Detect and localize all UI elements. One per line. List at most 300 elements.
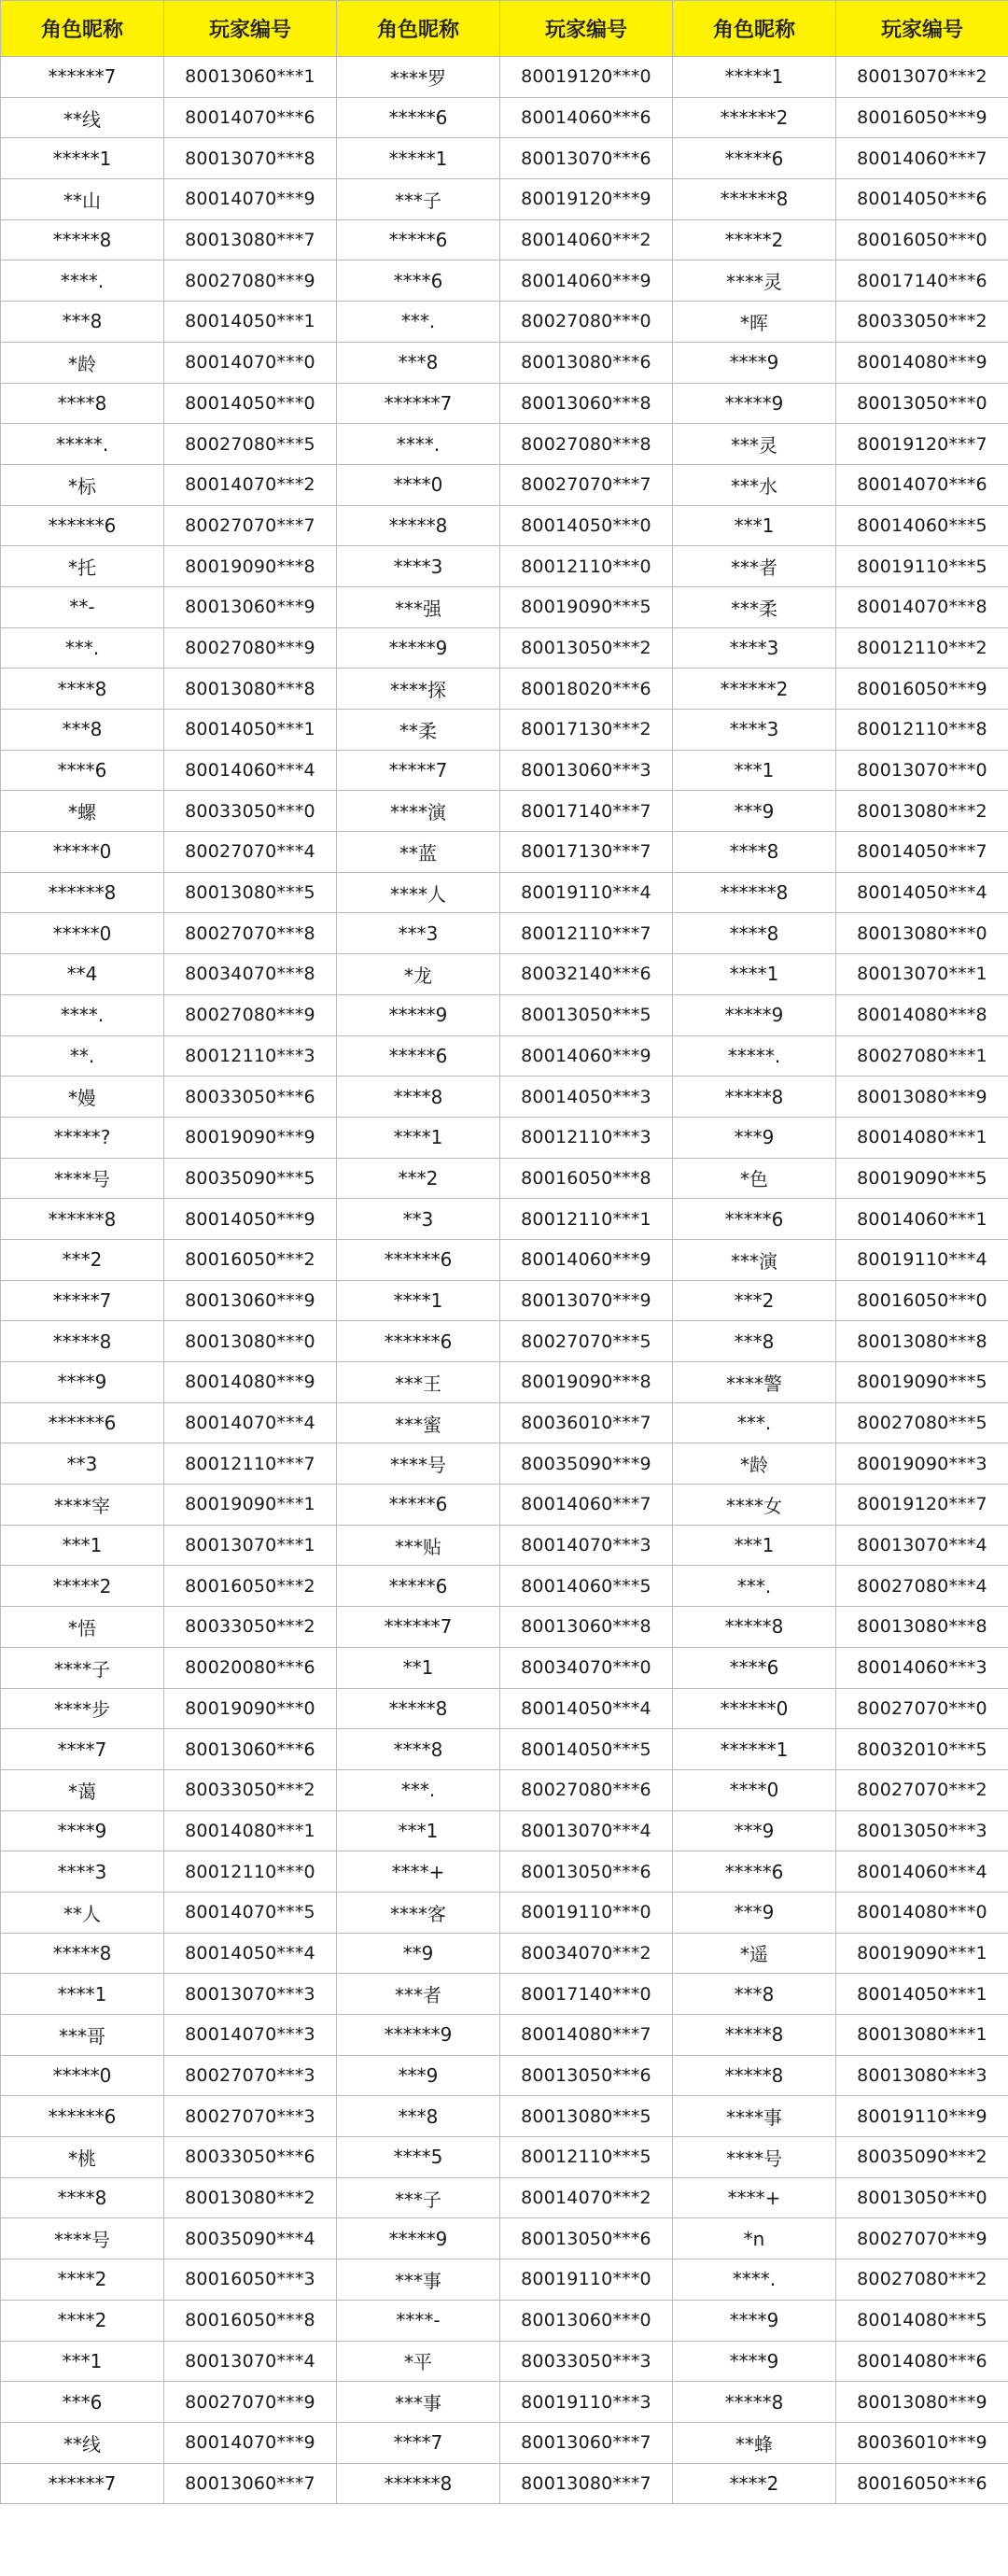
role-nickname-cell: *****8: [673, 1077, 836, 1118]
table-row: [1, 2177, 1008, 2218]
table-row: [1, 2463, 1008, 2504]
player-id-cell: 80014080***1: [164, 1810, 337, 1851]
player-id-cell: 80019110***4: [836, 1239, 1008, 1280]
role-nickname-cell: ******7: [337, 383, 500, 424]
player-id-cell: 80034070***2: [500, 1933, 673, 1974]
role-nickname-cell: *嫚: [1, 1077, 164, 1118]
player-id-cell: 80019110***9: [836, 2096, 1008, 2137]
role-nickname-cell: ******8: [337, 2463, 500, 2504]
table-row: [1, 1810, 1008, 1851]
player-id-cell: 80036010***9: [836, 2422, 1008, 2463]
player-id-cell: 80016050***9: [836, 669, 1008, 710]
player-id-cell: 80013050***2: [500, 627, 673, 669]
player-id-cell: 80017130***2: [500, 710, 673, 751]
role-nickname-cell: ****1: [673, 954, 836, 995]
player-id-cell: 80027080***5: [164, 424, 337, 465]
role-nickname-cell: ****女: [673, 1485, 836, 1526]
role-nickname-cell: **蓝: [337, 832, 500, 873]
role-nickname-cell: ***子: [337, 179, 500, 220]
table-row: [1, 1892, 1008, 1933]
player-id-cell: 80033050***3: [500, 2341, 673, 2382]
player-id-cell: 80012110***1: [500, 1199, 673, 1240]
role-nickname-cell: ****+: [337, 1851, 500, 1893]
player-id-cell: 80014080***6: [836, 2341, 1008, 2382]
role-nickname-cell: ***事: [337, 2382, 500, 2423]
table-row: [1, 57, 1008, 98]
role-nickname-cell: *****6: [337, 1485, 500, 1526]
table-row: [1, 1607, 1008, 1648]
role-nickname-cell: ****9: [1, 1362, 164, 1403]
role-nickname-cell: **人: [1, 1892, 164, 1933]
role-nickname-cell: ***.: [673, 1402, 836, 1443]
table-row: [1, 219, 1008, 260]
role-nickname-cell: ******2: [673, 669, 836, 710]
player-id-cell: 80013080***2: [164, 2177, 337, 2218]
player-id-cell: 80019090***9: [164, 1117, 337, 1158]
role-nickname-cell: ****8: [1, 669, 164, 710]
role-nickname-cell: ***哥: [1, 2015, 164, 2056]
role-nickname-cell: ***1: [1, 2341, 164, 2382]
role-nickname-cell: ***演: [673, 1239, 836, 1280]
role-nickname-cell: *****8: [1, 1933, 164, 1974]
player-id-cell: 80014070***5: [164, 1892, 337, 1933]
player-id-cell: 80027070***3: [164, 2055, 337, 2096]
player-id-cell: 80013080***8: [836, 1607, 1008, 1648]
header-role-nickname: 角色昵称: [673, 1, 836, 57]
role-nickname-cell: *****8: [337, 505, 500, 546]
table-row: [1, 1077, 1008, 1118]
player-id-cell: 80014070***2: [500, 2177, 673, 2218]
table-row: [1, 302, 1008, 343]
table-row: [1, 424, 1008, 465]
player-id-cell: 80014080***5: [836, 2300, 1008, 2341]
role-nickname-cell: *****0: [1, 2055, 164, 2096]
player-id-cell: 80033050***2: [164, 1607, 337, 1648]
player-id-cell: 80014060***2: [500, 219, 673, 260]
player-id-cell: 80019090***1: [164, 1485, 337, 1526]
role-nickname-cell: *****.: [673, 1035, 836, 1077]
player-id-cell: 80014050***1: [164, 302, 337, 343]
role-nickname-cell: *蔼: [1, 1769, 164, 1810]
player-id-cell: 80013060***6: [164, 1729, 337, 1770]
player-id-cell: 80019090***5: [836, 1362, 1008, 1403]
player-id-cell: 80032140***6: [500, 954, 673, 995]
table-row: [1, 1647, 1008, 1688]
role-nickname-cell: **9: [337, 1933, 500, 1974]
player-id-cell: 80014070***4: [164, 1402, 337, 1443]
role-nickname-cell: ****9: [673, 2300, 836, 2341]
player-id-cell: 80016050***9: [836, 97, 1008, 138]
role-nickname-cell: ****宰: [1, 1485, 164, 1526]
role-nickname-cell: *****8: [1, 219, 164, 260]
player-id-cell: 80027070***8: [164, 913, 337, 954]
role-nickname-cell: *龄: [673, 1443, 836, 1485]
table-row: [1, 710, 1008, 751]
header-role-nickname: 角色昵称: [1, 1, 164, 57]
player-id-cell: 80032010***5: [836, 1729, 1008, 1770]
player-id-cell: 80014080***0: [836, 1892, 1008, 1933]
player-id-cell: 80013080***2: [836, 791, 1008, 832]
table-body: [1, 57, 1008, 2504]
player-id-cell: 80017130***7: [500, 832, 673, 873]
player-id-cell: 80014070***2: [164, 464, 337, 505]
player-id-cell: 80014050***0: [164, 383, 337, 424]
role-nickname-cell: ***8: [337, 342, 500, 383]
table-row: [1, 1199, 1008, 1240]
table-row: [1, 138, 1008, 179]
player-id-cell: 80014060***4: [836, 1851, 1008, 1893]
player-id-cell: 80014050***3: [500, 1077, 673, 1118]
player-id-cell: 80019110***4: [500, 872, 673, 913]
player-id-cell: 80014080***8: [836, 994, 1008, 1035]
role-nickname-cell: **柔: [337, 710, 500, 751]
player-id-cell: 80012110***2: [836, 627, 1008, 669]
role-nickname-cell: ****1: [337, 1117, 500, 1158]
player-id-cell: 80019110***3: [500, 2382, 673, 2423]
role-nickname-cell: ******8: [673, 872, 836, 913]
table-row: [1, 1321, 1008, 1362]
role-nickname-cell: ****-: [337, 2300, 500, 2341]
table-row: [1, 2137, 1008, 2178]
player-id-cell: 80013080***3: [836, 2055, 1008, 2096]
role-nickname-cell: *桃: [1, 2137, 164, 2178]
player-id-cell: 80027070***5: [500, 1321, 673, 1362]
role-nickname-cell: **线: [1, 97, 164, 138]
player-id-cell: 80016050***2: [164, 1566, 337, 1607]
table-row: [1, 791, 1008, 832]
role-nickname-cell: ******7: [1, 57, 164, 98]
player-id-cell: 80013060***7: [164, 2463, 337, 2504]
header-player-id: 玩家编号: [500, 1, 673, 57]
table-row: [1, 669, 1008, 710]
player-id-cell: 80016050***8: [164, 2300, 337, 2341]
player-id-cell: 80014060***7: [836, 138, 1008, 179]
role-nickname-cell: ***9: [673, 1117, 836, 1158]
role-nickname-cell: *****9: [673, 994, 836, 1035]
player-id-cell: 80027070***4: [164, 832, 337, 873]
player-id-cell: 80027070***9: [836, 2218, 1008, 2259]
role-nickname-cell: ****.: [673, 2259, 836, 2301]
role-nickname-cell: ***强: [337, 586, 500, 627]
role-nickname-cell: ***子: [337, 2177, 500, 2218]
player-id-cell: 80014080***7: [500, 2015, 673, 2056]
player-id-cell: 80013050***0: [836, 2177, 1008, 2218]
table-row: [1, 546, 1008, 587]
table-row: [1, 97, 1008, 138]
player-id-cell: 80013070***1: [836, 954, 1008, 995]
role-nickname-cell: ***3: [337, 913, 500, 954]
player-id-cell: 80014070***3: [164, 2015, 337, 2056]
player-id-cell: 80014070***9: [164, 2422, 337, 2463]
role-nickname-cell: ***8: [337, 2096, 500, 2137]
player-id-cell: 80014070***6: [164, 97, 337, 138]
role-nickname-cell: ****8: [1, 2177, 164, 2218]
role-nickname-cell: ***9: [337, 2055, 500, 2096]
table-row: [1, 1485, 1008, 1526]
role-nickname-cell: *****6: [337, 219, 500, 260]
player-id-cell: 80017140***7: [500, 791, 673, 832]
player-id-cell: 80014060***6: [500, 97, 673, 138]
role-nickname-cell: ******1: [673, 1729, 836, 1770]
player-id-cell: 80014060***5: [500, 1566, 673, 1607]
player-id-cell: 80019110***0: [500, 2259, 673, 2301]
player-id-cell: 80017140***6: [836, 260, 1008, 302]
role-nickname-cell: *****2: [673, 219, 836, 260]
player-id-cell: 80013050***0: [836, 383, 1008, 424]
player-id-cell: 80035090***4: [164, 2218, 337, 2259]
role-nickname-cell: *晖: [673, 302, 836, 343]
player-id-cell: 80014080***9: [836, 342, 1008, 383]
player-id-cell: 80013080***9: [836, 2382, 1008, 2423]
role-nickname-cell: *n: [673, 2218, 836, 2259]
role-nickname-cell: ***8: [1, 302, 164, 343]
role-nickname-cell: *****6: [337, 1566, 500, 1607]
role-nickname-cell: *****6: [337, 97, 500, 138]
table-row: [1, 1729, 1008, 1770]
role-nickname-cell: ****罗: [337, 57, 500, 98]
player-id-cell: 80027080***4: [836, 1566, 1008, 1607]
player-id-cell: 80013070***1: [164, 1525, 337, 1566]
player-id-cell: 80016050***6: [836, 2463, 1008, 2504]
player-id-cell: 80019090***5: [836, 1158, 1008, 1199]
player-id-cell: 80018020***6: [500, 669, 673, 710]
role-nickname-cell: *****6: [673, 1199, 836, 1240]
table-row: [1, 832, 1008, 873]
role-nickname-cell: ****事: [673, 2096, 836, 2137]
player-id-cell: 80012110***7: [500, 913, 673, 954]
role-nickname-cell: ****7: [337, 2422, 500, 2463]
table-row: [1, 913, 1008, 954]
player-id-cell: 80012110***0: [500, 546, 673, 587]
player-id-cell: 80013060***9: [164, 586, 337, 627]
role-nickname-cell: ***水: [673, 464, 836, 505]
role-nickname-cell: *****8: [337, 1688, 500, 1729]
player-id-cell: 80013060***7: [500, 2422, 673, 2463]
player-id-cell: 80014050***5: [500, 1729, 673, 1770]
table-row: [1, 2096, 1008, 2137]
role-nickname-cell: ***蜜: [337, 1402, 500, 1443]
role-nickname-cell: *****6: [673, 138, 836, 179]
header-player-id: 玩家编号: [836, 1, 1008, 57]
player-id-cell: 80027070***0: [836, 1688, 1008, 1729]
role-nickname-cell: ****+: [673, 2177, 836, 2218]
table-row: [1, 1566, 1008, 1607]
role-nickname-cell: *标: [1, 464, 164, 505]
player-id-cell: 80014080***1: [836, 1117, 1008, 1158]
role-nickname-cell: *****?: [1, 1117, 164, 1158]
role-nickname-cell: ***6: [1, 2382, 164, 2423]
table-row: [1, 1280, 1008, 1321]
role-nickname-cell: ****子: [1, 1647, 164, 1688]
player-id-cell: 80019090***3: [836, 1443, 1008, 1485]
role-nickname-cell: ****2: [673, 2463, 836, 2504]
player-id-cell: 80013070***4: [500, 1810, 673, 1851]
table-row: [1, 179, 1008, 220]
table-row: [1, 2422, 1008, 2463]
role-nickname-cell: ****号: [1, 1158, 164, 1199]
role-nickname-cell: *****7: [337, 750, 500, 791]
role-nickname-cell: ****3: [1, 1851, 164, 1893]
table-row: [1, 260, 1008, 302]
role-nickname-cell: ****0: [337, 464, 500, 505]
role-nickname-cell: ******6: [337, 1321, 500, 1362]
player-id-cell: 80027080***5: [836, 1402, 1008, 1443]
role-nickname-cell: *****9: [337, 627, 500, 669]
role-nickname-cell: *****2: [1, 1566, 164, 1607]
player-id-cell: 80013080***5: [164, 872, 337, 913]
role-nickname-cell: ******9: [337, 2015, 500, 2056]
player-id-cell: 80013080***7: [164, 219, 337, 260]
player-id-cell: 80033050***6: [164, 1077, 337, 1118]
role-nickname-cell: ****演: [337, 791, 500, 832]
player-id-cell: 80013070***2: [836, 57, 1008, 98]
table-row: [1, 1851, 1008, 1893]
role-nickname-cell: **山: [1, 179, 164, 220]
table-row: [1, 2300, 1008, 2341]
player-id-cell: 80019090***8: [164, 546, 337, 587]
role-nickname-cell: ******6: [1, 505, 164, 546]
role-nickname-cell: *****.: [1, 424, 164, 465]
player-id-cell: 80014050***1: [164, 710, 337, 751]
player-id-cell: 80014060***1: [836, 1199, 1008, 1240]
player-id-cell: 80013070***4: [836, 1525, 1008, 1566]
role-nickname-cell: ***2: [337, 1158, 500, 1199]
player-id-cell: 80014060***5: [836, 505, 1008, 546]
table-row: [1, 1688, 1008, 1729]
player-id-cell: 80013050***6: [500, 2218, 673, 2259]
role-nickname-cell: *****7: [1, 1280, 164, 1321]
role-nickname-cell: *****1: [337, 138, 500, 179]
player-id-cell: 80013070***6: [500, 138, 673, 179]
role-nickname-cell: ****1: [1, 1974, 164, 2015]
role-nickname-cell: **线: [1, 2422, 164, 2463]
player-id-cell: 80013080***9: [836, 1077, 1008, 1118]
player-id-cell: 80035090***2: [836, 2137, 1008, 2178]
role-nickname-cell: *****9: [337, 2218, 500, 2259]
role-nickname-cell: **-: [1, 586, 164, 627]
role-nickname-cell: ****3: [337, 546, 500, 587]
role-nickname-cell: *****1: [1, 138, 164, 179]
player-id-cell: 80019090***0: [164, 1688, 337, 1729]
role-nickname-cell: ****9: [673, 2341, 836, 2382]
player-id-cell: 80013060***3: [500, 750, 673, 791]
player-id-cell: 80013050***6: [500, 1851, 673, 1893]
role-nickname-cell: ****3: [673, 627, 836, 669]
role-nickname-cell: ***2: [673, 1280, 836, 1321]
table-row: [1, 750, 1008, 791]
role-nickname-cell: ***8: [1, 710, 164, 751]
role-nickname-cell: *****9: [673, 383, 836, 424]
role-nickname-cell: *****6: [673, 1851, 836, 1893]
player-id-cell: 80014050***4: [836, 872, 1008, 913]
role-nickname-cell: ****.: [1, 994, 164, 1035]
role-nickname-cell: **3: [1, 1443, 164, 1485]
player-id-cell: 80012110***0: [164, 1851, 337, 1893]
table-row: [1, 1362, 1008, 1403]
role-nickname-cell: *龙: [337, 954, 500, 995]
role-nickname-cell: ******8: [1, 1199, 164, 1240]
role-nickname-cell: *****8: [673, 2055, 836, 2096]
role-nickname-cell: ****探: [337, 669, 500, 710]
player-id-cell: 80016050***3: [164, 2259, 337, 2301]
role-nickname-cell: *****8: [1, 1321, 164, 1362]
role-nickname-cell: ****号: [337, 1443, 500, 1485]
role-nickname-cell: ******0: [673, 1688, 836, 1729]
header-player-id: 玩家编号: [164, 1, 337, 57]
table-row: [1, 1035, 1008, 1077]
role-nickname-cell: ****号: [1, 2218, 164, 2259]
role-nickname-cell: ****7: [1, 1729, 164, 1770]
role-nickname-cell: ****警: [673, 1362, 836, 1403]
player-id-cell: 80033050***0: [164, 791, 337, 832]
player-id-cell: 80027070***7: [500, 464, 673, 505]
header-role-nickname: 角色昵称: [337, 1, 500, 57]
role-nickname-cell: *****8: [673, 1607, 836, 1648]
player-id-cell: 80013060***0: [500, 2300, 673, 2341]
player-id-cell: 80020080***6: [164, 1647, 337, 1688]
player-id-cell: 80013070***3: [164, 1974, 337, 2015]
player-id-cell: 80013080***1: [836, 2015, 1008, 2056]
role-nickname-cell: ****.: [1, 260, 164, 302]
player-id-cell: 80012110***3: [500, 1117, 673, 1158]
player-id-cell: 80014050***6: [836, 179, 1008, 220]
role-nickname-cell: ***事: [337, 2259, 500, 2301]
table-row: [1, 2218, 1008, 2259]
role-nickname-cell: ****8: [673, 832, 836, 873]
role-nickname-cell: ******6: [1, 1402, 164, 1443]
role-nickname-cell: ****6: [673, 1647, 836, 1688]
player-id-cell: 80016050***0: [836, 1280, 1008, 1321]
table-row: [1, 1402, 1008, 1443]
role-nickname-cell: ****8: [337, 1077, 500, 1118]
table-row: [1, 2055, 1008, 2096]
player-id-cell: 80019110***5: [836, 546, 1008, 587]
role-nickname-cell: ***8: [673, 1974, 836, 2015]
role-nickname-cell: ***灵: [673, 424, 836, 465]
role-nickname-cell: ****8: [1, 383, 164, 424]
table-row: [1, 383, 1008, 424]
table-row: [1, 2341, 1008, 2382]
role-nickname-cell: ***贴: [337, 1525, 500, 1566]
role-nickname-cell: *****8: [673, 2382, 836, 2423]
role-nickname-cell: ****2: [1, 2300, 164, 2341]
player-id-cell: 80014050***4: [500, 1688, 673, 1729]
player-id-cell: 80014060***4: [164, 750, 337, 791]
player-id-cell: 80013050***3: [836, 1810, 1008, 1851]
role-nickname-cell: **3: [337, 1199, 500, 1240]
player-id-cell: 80013060***9: [164, 1280, 337, 1321]
role-nickname-cell: ****6: [337, 260, 500, 302]
table-row: [1, 505, 1008, 546]
role-nickname-cell: ****8: [337, 1729, 500, 1770]
player-id-cell: 80014050***0: [500, 505, 673, 546]
player-id-cell: 80014070***9: [164, 179, 337, 220]
role-nickname-cell: ******7: [337, 1607, 500, 1648]
role-nickname-cell: ***8: [673, 1321, 836, 1362]
player-id-cell: 80035090***5: [164, 1158, 337, 1199]
role-nickname-cell: ****9: [1, 1810, 164, 1851]
role-nickname-cell: ****号: [673, 2137, 836, 2178]
role-nickname-cell: ****2: [1, 2259, 164, 2301]
player-id-cell: 80013080***5: [500, 2096, 673, 2137]
role-nickname-cell: *****8: [673, 2015, 836, 2056]
player-id-cell: 80035090***9: [500, 1443, 673, 1485]
role-nickname-cell: ***王: [337, 1362, 500, 1403]
player-id-cell: 80012110***3: [164, 1035, 337, 1077]
player-id-cell: 80036010***7: [500, 1402, 673, 1443]
table-row: [1, 954, 1008, 995]
role-nickname-cell: *遥: [673, 1933, 836, 1974]
